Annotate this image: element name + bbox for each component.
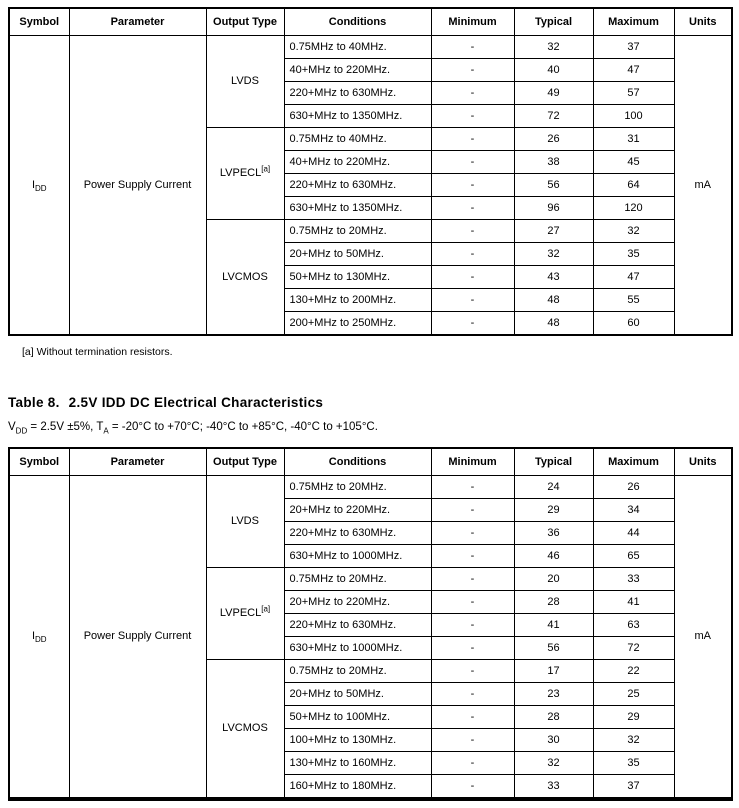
typ-cell: 20 [514,568,593,591]
typ-cell: 48 [514,289,593,312]
typ-cell: 30 [514,729,593,752]
condition-cell: 0.75MHz to 20MHz. [284,220,431,243]
table8-title: 2.5V IDD DC Electrical Characteristics [68,395,324,410]
output-type-cell-lvcmos: LVCMOS [206,220,284,336]
table-row [9,36,732,59]
condition-cell: 100+MHz to 130MHz. [284,729,431,752]
ta-subscript: A [103,426,109,436]
output-type-cell-lvpecl [206,128,284,220]
min-cell: - [431,568,514,591]
symbol-cell [9,36,69,336]
min-cell: - [431,36,514,59]
header-cell-conditions: Conditions [284,448,431,476]
ta-base: T [96,421,104,433]
min-cell: - [431,591,514,614]
typ-cell: 43 [514,266,593,289]
note-segment-2: = -20°C to +70°C; -40°C to +85°C, -40°C to +105°C. [108,421,378,433]
min-cell: - [431,775,514,800]
typ-cell: 26 [514,128,593,151]
condition-cell: 130+MHz to 200MHz. [284,289,431,312]
min-cell: - [431,220,514,243]
max-cell: 60 [593,312,674,336]
header-cell-units: Units [674,8,732,36]
typ-cell: 72 [514,105,593,128]
header-cell-parameter: Parameter [69,448,206,476]
max-cell: 41 [593,591,674,614]
max-cell: 33 [593,568,674,591]
min-cell: - [431,174,514,197]
max-cell: 120 [593,197,674,220]
header-cell-maximum: Maximum [593,8,674,36]
condition-cell: 40+MHz to 220MHz. [284,151,431,174]
condition-cell: 50+MHz to 100MHz. [284,706,431,729]
min-cell: - [431,499,514,522]
output-type-cell-lvpecl [206,568,284,660]
condition-cell: 630+MHz to 1350MHz. [284,197,431,220]
min-cell: - [431,522,514,545]
condition-cell: 40+MHz to 220MHz. [284,59,431,82]
typ-cell: 27 [514,220,593,243]
condition-cell: 20+MHz to 50MHz. [284,683,431,706]
condition-cell: 130+MHz to 160MHz. [284,752,431,775]
min-cell: - [431,197,514,220]
vdd-subscript: DD [15,426,28,436]
max-cell: 55 [593,289,674,312]
max-cell: 47 [593,59,674,82]
typ-cell: 29 [514,499,593,522]
typ-cell: 28 [514,591,593,614]
typ-cell: 56 [514,174,593,197]
header-cell-output-type: Output Type [206,448,284,476]
header-row [9,448,732,476]
condition-cell: 630+MHz to 1000MHz. [284,545,431,568]
max-cell: 37 [593,775,674,800]
table-footnote: [a] Without termination resistors. [22,346,173,358]
output-type-base: LVPECL [219,607,262,620]
header-row [9,8,732,36]
idd-table-upper [8,7,733,336]
min-cell: - [431,82,514,105]
min-cell: - [431,105,514,128]
footnote-marker: [a] [261,164,271,174]
condition-cell: 0.75MHz to 40MHz. [284,36,431,59]
max-cell: 31 [593,128,674,151]
max-cell: 47 [593,266,674,289]
header-cell-output-type: Output Type [206,8,284,36]
typ-cell: 40 [514,59,593,82]
parameter-cell: Power Supply Current [69,36,206,336]
header-cell-minimum: Minimum [431,8,514,36]
header-cell-typical: Typical [514,8,593,36]
typ-cell: 32 [514,243,593,266]
vdd-base: V [8,421,16,433]
condition-cell: 220+MHz to 630MHz. [284,82,431,105]
max-cell: 34 [593,499,674,522]
max-cell: 35 [593,243,674,266]
table8-label: Table 8. [8,395,60,410]
footnote-marker: [a] [261,604,271,614]
condition-cell: 20+MHz to 50MHz. [284,243,431,266]
output-type-cell-lvds: LVDS [206,476,284,568]
min-cell: - [431,729,514,752]
max-cell: 29 [593,706,674,729]
min-cell: - [431,660,514,683]
min-cell: - [431,545,514,568]
min-cell: - [431,128,514,151]
max-cell: 22 [593,660,674,683]
max-cell: 26 [593,476,674,499]
output-type-base: LVPECL [219,167,262,180]
units-cell: mA [674,36,732,336]
min-cell: - [431,706,514,729]
header-cell-minimum: Minimum [431,448,514,476]
max-cell: 64 [593,174,674,197]
max-cell: 44 [593,522,674,545]
operating-conditions-note [8,421,739,436]
parameter-cell: Power Supply Current [69,476,206,800]
table-row [9,476,732,499]
max-cell: 35 [593,752,674,775]
typ-cell: 41 [514,614,593,637]
condition-cell: 0.75MHz to 20MHz. [284,476,431,499]
max-cell: 25 [593,683,674,706]
header-cell-maximum: Maximum [593,448,674,476]
typ-cell: 17 [514,660,593,683]
min-cell: - [431,151,514,174]
symbol-base: I [31,178,35,191]
typ-cell: 48 [514,312,593,336]
header-cell-symbol: Symbol [9,8,69,36]
table8-heading [8,395,739,410]
header-cell-units: Units [674,448,732,476]
typ-cell: 36 [514,522,593,545]
condition-cell: 630+MHz to 1350MHz. [284,105,431,128]
symbol-cell [9,476,69,800]
max-cell: 45 [593,151,674,174]
condition-cell: 220+MHz to 630MHz. [284,614,431,637]
max-cell: 65 [593,545,674,568]
units-cell: mA [674,476,732,800]
min-cell: - [431,59,514,82]
condition-cell: 0.75MHz to 20MHz. [284,568,431,591]
symbol-subscript: DD [35,183,47,193]
max-cell: 72 [593,637,674,660]
typ-cell: 33 [514,775,593,800]
min-cell: - [431,266,514,289]
condition-cell: 20+MHz to 220MHz. [284,499,431,522]
condition-cell: 50+MHz to 130MHz. [284,266,431,289]
symbol-subscript: DD [35,635,47,645]
typ-cell: 24 [514,476,593,499]
min-cell: - [431,752,514,775]
output-type-cell-lvds: LVDS [206,36,284,128]
typ-cell: 28 [514,706,593,729]
condition-cell: 0.75MHz to 20MHz. [284,660,431,683]
condition-cell: 20+MHz to 220MHz. [284,591,431,614]
condition-cell: 220+MHz to 630MHz. [284,522,431,545]
idd-table-lower [8,447,733,801]
min-cell: - [431,243,514,266]
typ-cell: 23 [514,683,593,706]
typ-cell: 46 [514,545,593,568]
min-cell: - [431,614,514,637]
header-cell-typical: Typical [514,448,593,476]
min-cell: - [431,476,514,499]
typ-cell: 32 [514,752,593,775]
condition-cell: 220+MHz to 630MHz. [284,174,431,197]
typ-cell: 32 [514,36,593,59]
symbol-base: I [31,630,35,643]
min-cell: - [431,637,514,660]
note-segment-1: = 2.5V ±5%, [27,421,97,433]
condition-cell: 630+MHz to 1000MHz. [284,637,431,660]
header-cell-symbol: Symbol [9,448,69,476]
max-cell: 37 [593,36,674,59]
typ-cell: 38 [514,151,593,174]
condition-cell: 200+MHz to 250MHz. [284,312,431,336]
min-cell: - [431,312,514,336]
header-cell-conditions: Conditions [284,8,431,36]
condition-cell: 0.75MHz to 40MHz. [284,128,431,151]
condition-cell: 160+MHz to 180MHz. [284,775,431,800]
min-cell: - [431,683,514,706]
max-cell: 32 [593,729,674,752]
max-cell: 100 [593,105,674,128]
min-cell: - [431,289,514,312]
output-type-cell-lvcmos: LVCMOS [206,660,284,800]
max-cell: 63 [593,614,674,637]
typ-cell: 56 [514,637,593,660]
max-cell: 57 [593,82,674,105]
header-cell-parameter: Parameter [69,8,206,36]
typ-cell: 96 [514,197,593,220]
typ-cell: 49 [514,82,593,105]
max-cell: 32 [593,220,674,243]
